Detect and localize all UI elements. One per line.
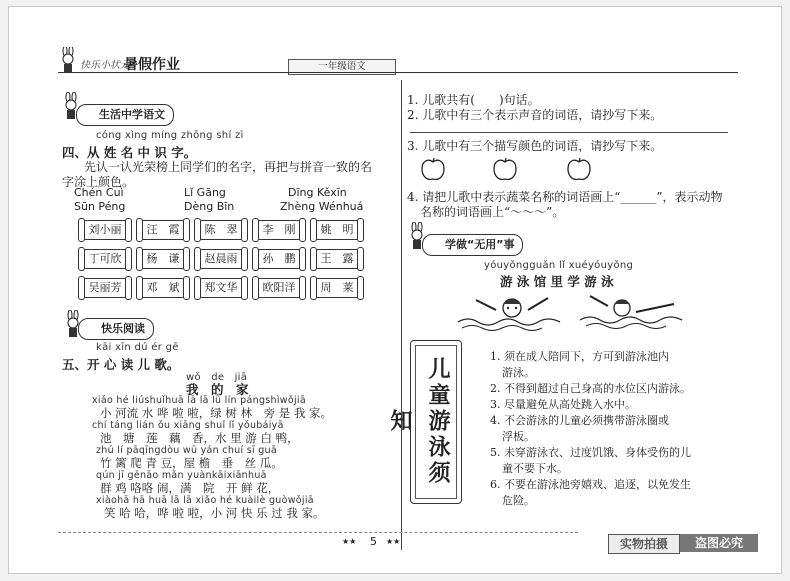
- apple-icon: [492, 156, 518, 182]
- poem-line-pinyin: chí táng lián ǒu xiāng shuǐ lǐ yǒubáiyā: [92, 420, 284, 431]
- watermark-real-photo: 实物拍摄: [608, 534, 680, 554]
- star-decoration-icon: ★★: [386, 537, 401, 546]
- name-scroll[interactable]: 杨 谦: [140, 249, 186, 269]
- footer-rule: [58, 532, 578, 533]
- series-logo: 快乐小状元: [80, 60, 130, 71]
- rabbit-mascot-icon: [60, 47, 76, 73]
- watermark-copyright: 盗图必究: [680, 534, 758, 552]
- name-pinyin: Chén Cuì: [74, 186, 124, 199]
- question-4: 4. 请把儿歌中表示蔬菜名称的词语画上“______”，表示动物: [407, 190, 723, 204]
- name-pinyin: Dīng Kěxīn: [288, 186, 347, 199]
- poem-line: 竹 篱 爬 青 豆，屋 檐 垂 丝 瓜。: [100, 456, 283, 470]
- rule-line: 4. 不会游泳的儿童必须携带游泳圈或: [490, 414, 669, 427]
- section-pinyin: yóuyǒngguǎn lǐ xuéyóuyǒng: [484, 260, 634, 271]
- rule-line: 危险。: [502, 494, 535, 507]
- apple-icon: [566, 156, 592, 182]
- name-scroll[interactable]: 赵晨雨: [198, 249, 244, 269]
- question-3: 3. 儿歌中有三个描写颜色的词语，请抄写下来。: [407, 139, 663, 153]
- name-pinyin: Sūn Péng: [74, 200, 126, 213]
- poem-line: 小 河流 水 哗 啦 啦，绿 树 林 旁 是 我 家。: [100, 406, 333, 420]
- rule-line: 2. 不得到超过自己身高的水位区内游泳。: [490, 382, 691, 395]
- poem-line: 池 塘 莲 藕 香，水 里 游 白 鸭，: [100, 431, 299, 445]
- star-decoration-icon: ★★: [342, 537, 357, 546]
- poem-line-pinyin: zhú lí pāqīngdòu wū yán chuí sī guā: [96, 445, 278, 456]
- swimming-child-icon: [456, 288, 566, 334]
- poem-title: 我 的 家: [186, 382, 249, 397]
- rule-line: 6. 不要在游泳池旁嬉戏、追逐，以免发生: [490, 478, 691, 491]
- name-scroll[interactable]: 欧阳洋: [256, 278, 302, 298]
- name-scroll[interactable]: 姚 明: [314, 220, 360, 240]
- name-scroll[interactable]: 李 刚: [256, 220, 302, 240]
- poem-line-pinyin: qún jī gēnāo mǎn yuànkāixiānhuā: [96, 470, 267, 481]
- poem-line: 笑 哈 哈，哗 啦 啦，小 河 快 乐 过 我 家。: [104, 506, 325, 520]
- name-scroll[interactable]: 刘小丽: [82, 220, 128, 240]
- section-pinyin: kāi xīn dú ér gē: [96, 342, 179, 353]
- rule-line: 5. 未穿游泳衣、过度饥饿、身体受伤的儿: [490, 446, 691, 459]
- section-pinyin: cóng xìng míng zhōng shí zì: [96, 130, 244, 141]
- name-scroll[interactable]: 汪 霞: [140, 220, 186, 240]
- poem-line-pinyin: xiǎo hé liúshuǐhuā lā lā lǜ lín pángshìwǒjiā: [92, 395, 306, 406]
- grade-label: 一年级语文: [288, 59, 396, 75]
- instruction-text: 先认一认光荣榜上同学们的名字，再把与拼音一致的名: [84, 160, 373, 174]
- book-title: 暑假作业: [124, 57, 180, 73]
- name-pinyin: Dèng Bīn: [184, 200, 235, 213]
- rule-line: 浮板。: [502, 430, 535, 443]
- rule-line: 3. 尽量避免从高处跳入水中。: [490, 398, 636, 411]
- exercise-heading: 五、开 心 读 儿 歌。: [62, 357, 180, 372]
- section-banner-life-chinese: 生活中学语文: [76, 104, 174, 126]
- name-scroll[interactable]: 吴丽芳: [82, 278, 128, 298]
- section-banner-happy-reading: 快乐阅读: [78, 318, 154, 340]
- name-pinyin: Lǐ Gāng: [184, 186, 226, 199]
- name-scroll[interactable]: 郑文华: [198, 278, 244, 298]
- rule-line: 1. 须在成人陪同下，方可到游泳池内: [490, 350, 669, 363]
- question-1: 1. 儿歌共有( )句话。: [407, 93, 540, 107]
- section-banner-useless-things: 学做“无用”事: [422, 234, 523, 256]
- rule-line: 游泳。: [502, 366, 535, 379]
- instruction-text: 字涂上颜色。: [62, 175, 135, 189]
- apple-icon: [420, 156, 446, 182]
- name-scroll[interactable]: 周 莱: [314, 278, 360, 298]
- question-2: 2. 儿歌中有三个表示声音的词语，请抄写下来。: [407, 108, 663, 122]
- column-divider: [401, 80, 402, 550]
- question-4-cont: 名称的词语画上“～～～”。: [420, 205, 565, 219]
- page-number: 5: [370, 535, 377, 548]
- name-scroll[interactable]: 王 露: [314, 249, 360, 269]
- rule-line: 童不要下水。: [502, 462, 568, 475]
- swim-rules-title-frame: [387, 340, 462, 504]
- swimming-child-icon: [578, 288, 684, 334]
- name-scroll[interactable]: 丁可欣: [82, 249, 128, 269]
- swim-rules-title: 儿童游泳须知: [415, 345, 457, 499]
- answer-line[interactable]: [410, 132, 728, 133]
- name-scroll[interactable]: 孙 鹏: [256, 249, 302, 269]
- poem-line: 群 鸡 咯咯 闹，满 院 开 鲜 花，: [100, 481, 280, 495]
- name-scroll[interactable]: 陈 翠: [198, 220, 244, 240]
- poem-title-pinyin: wǒ de jiā: [186, 372, 248, 383]
- section-title: 游 泳 馆 里 学 游 泳: [500, 274, 614, 289]
- name-pinyin: Zhèng Wénhuá: [280, 200, 364, 213]
- header-rule: [58, 72, 738, 73]
- name-scroll[interactable]: 邓 斌: [140, 278, 186, 298]
- exercise-heading: 四、从 姓 名 中 识 字。: [62, 145, 197, 160]
- poem-line-pinyin: xiàohā hā huā lā lā xiǎo hé kuàilè guòwǒjiā: [96, 495, 314, 506]
